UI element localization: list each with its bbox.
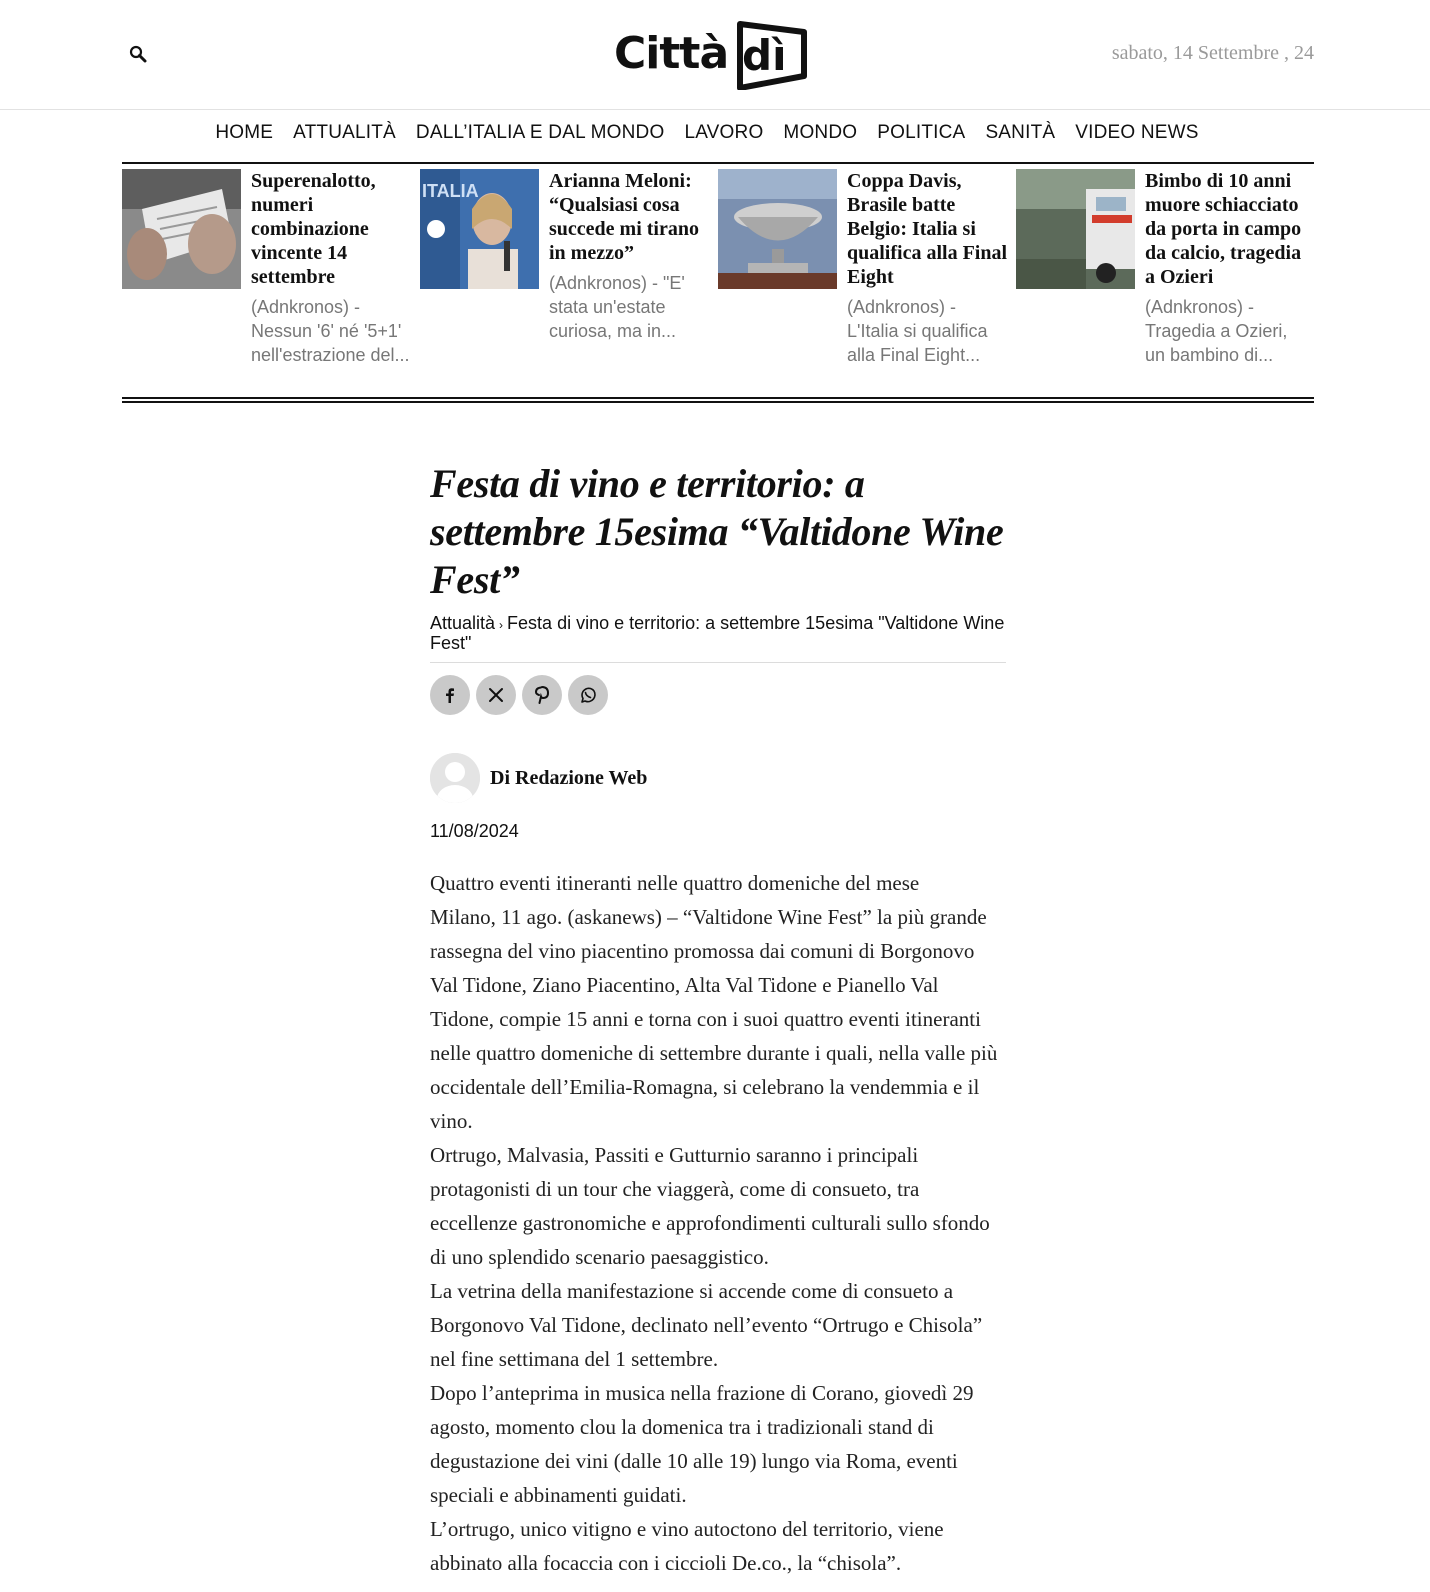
- breadcrumb-section[interactable]: Attualità: [430, 613, 496, 633]
- article-paragraph: Milano, 11 ago. (askanews) – “Valtidone Wine Fest” la più grande rassegna del vino piacentino promossa dai comuni di Borgonovo Val Tidone, Ziano Piacentino, Alta Val Tidone e Pianello Val Tidone, compie 15 anni e torna con i suoi quattro eventi itineranti nelle quattro domeniche di settembre durante i quali, nella valle più occidentale dell’Emilia-Romagna, si celebrano la vendemmia e il vino.: [430, 905, 998, 1133]
- avatar[interactable]: [430, 753, 480, 803]
- x-icon: [488, 687, 504, 703]
- logo-box-text: dì: [742, 31, 787, 80]
- nav-mondo[interactable]: MONDO: [783, 122, 858, 143]
- news-excerpt: (Adnkronos) - L'Italia si qualifica alla Final Eight...: [847, 297, 988, 365]
- site-logo[interactable]: [614, 16, 814, 92]
- news-title[interactable]: Superenalotto, numeri combinazione vincente 14 settembre: [251, 170, 376, 288]
- nav-politica[interactable]: POLITICA: [877, 122, 966, 143]
- current-date: sabato, 14 Settembre , 24: [1111, 42, 1314, 64]
- main-nav: [0, 122, 1430, 144]
- pinterest-share-button[interactable]: [522, 675, 562, 715]
- article-title: Festa di vino e territorio: a settembre 15esima “Valtidone Wine Fest”: [430, 461, 1004, 602]
- news-title[interactable]: Arianna Meloni: “Qualsiasi cosa succede mi tirano in mezzo”: [549, 170, 699, 264]
- author-block: [430, 753, 1006, 803]
- x-share-button[interactable]: [476, 675, 516, 715]
- site-header: [0, 0, 1430, 110]
- article-paragraph: La vetrina della manifestazione si accende come di consueto a Borgonovo Val Tidone, declinato nell’evento “Ortrugo e Chisola” nel fine settimana del 1 settembre.: [430, 1279, 983, 1371]
- breadcrumb: [430, 614, 1006, 663]
- news-excerpt: (Adnkronos) - "E' stata un'estate curiosa, ma in...: [549, 273, 685, 341]
- article-body: [430, 866, 1006, 1580]
- news-title[interactable]: Coppa Davis, Brasile batte Belgio: Italia si qualifica alla Final Eight: [847, 170, 1008, 288]
- news-thumbnail[interactable]: [420, 169, 539, 289]
- nav-attualita[interactable]: ATTUALITÀ: [293, 122, 396, 143]
- news-thumbnail[interactable]: [1016, 169, 1135, 289]
- nav-home[interactable]: HOME: [215, 122, 274, 143]
- logo-text: Città: [614, 28, 729, 79]
- author-name[interactable]: Di Redazione Web: [490, 766, 648, 789]
- share-buttons: [430, 675, 1006, 715]
- search-icon[interactable]: [128, 44, 150, 66]
- facebook-share-button[interactable]: [430, 675, 470, 715]
- article: [430, 460, 1006, 1580]
- news-card[interactable]: [718, 169, 1016, 367]
- user-icon: [430, 753, 480, 803]
- whatsapp-icon: [579, 686, 597, 704]
- news-excerpt: (Adnkronos) - Nessun '6' né '5+1' nell'estrazione del...: [251, 297, 410, 365]
- whatsapp-share-button[interactable]: [568, 675, 608, 715]
- breadcrumb-current: Festa di vino e territorio: a settembre 15esima "Valtidone Wine Fest": [430, 613, 1005, 653]
- article-paragraph: Dopo l’anteprima in musica nella frazione di Corano, giovedì 29 agosto, momento clou la domenica tra i tradizionali stand di degustazione dei vini (dalle 10 alle 19) lungo via Roma, eventi speciali e abbinamenti guidati.: [430, 1381, 974, 1507]
- facebook-icon: [442, 687, 458, 703]
- nav-italia-mondo[interactable]: DALL’ITALIA E DAL MONDO: [415, 122, 665, 143]
- news-title[interactable]: Bimbo di 10 anni muore schiacciato da porta in campo da calcio, tragedia a Ozieri: [1145, 170, 1302, 288]
- news-card[interactable]: [420, 169, 718, 367]
- strip-divider-bottom: [122, 397, 1314, 403]
- news-card[interactable]: [1016, 169, 1314, 367]
- article-paragraph: Quattro eventi itineranti nelle quattro domeniche del mese: [430, 871, 920, 895]
- article-paragraph: L’ortrugo, unico vitigno e vino autoctono del territorio, viene abbinato alla focaccia con i ciccioli De.co., la “chisola”.: [430, 1517, 944, 1575]
- news-thumbnail[interactable]: [122, 169, 241, 289]
- nav-sanita[interactable]: SANITÀ: [985, 122, 1056, 143]
- news-thumbnail[interactable]: [718, 169, 837, 289]
- publish-date: 11/08/2024: [430, 821, 519, 841]
- svg-text:ITALIA: ITALIA: [422, 181, 479, 201]
- strip-divider-top: [122, 162, 1314, 164]
- nav-lavoro[interactable]: LAVORO: [684, 122, 764, 143]
- article-paragraph: Ortrugo, Malvasia, Passiti e Gutturnio saranno i principali protagonisti di un tour che viaggerà, come di consueto, tra eccellenze gastronomiche e approfondimenti culturali sullo sfondo di uno splendido scenario paesaggistico.: [430, 1143, 990, 1269]
- news-card[interactable]: [122, 169, 420, 367]
- pinterest-icon: [534, 686, 550, 704]
- chevron-right-icon: ›: [499, 618, 504, 632]
- news-strip: [122, 169, 1314, 367]
- nav-video-news[interactable]: VIDEO NEWS: [1075, 122, 1199, 143]
- news-excerpt: (Adnkronos) - Tragedia a Ozieri, un bambino di...: [1145, 297, 1288, 365]
